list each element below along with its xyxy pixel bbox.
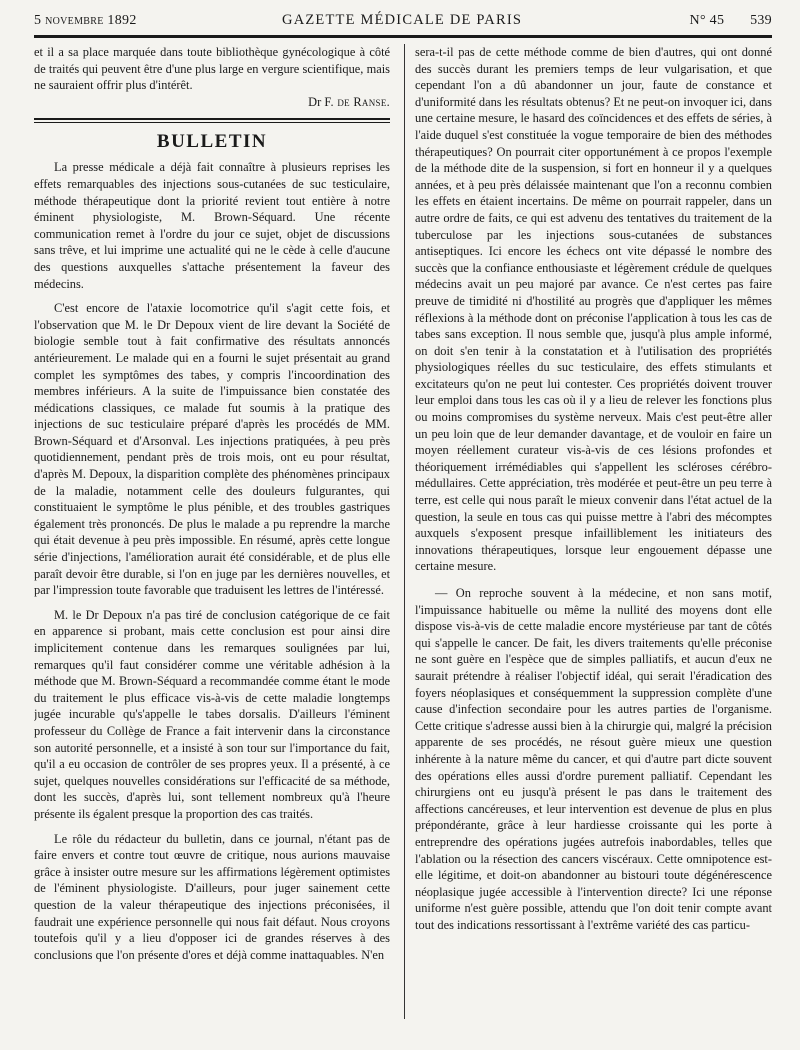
right-column (415, 38, 772, 1018)
columns (34, 38, 772, 1018)
header-date: 5 novembre 1892 (34, 13, 137, 28)
bulletin-paragraph-5: sera-t-il pas de cette méthode comme de bien d'autres, qui ont donné des succès durant les premiers temps de leur vulgarisation, et que cependant l'on a dû abandonner un jour, faute de constance et d'uniformité dans les résultats obtenus? Et ne peut-on invoquer ici, dans une certaine mesure, le hasard des coïncidences et des effets de séries, à l'aide duquel s'est constituée la vogue temporaire de bien des méthodes thérapeutiques? On pourrait citer opportunément à ce propos l'exemple de la méthode dite de la suspension, si fort en honneur il y a quelques années, et à peu près délaissée maintenant que l'on a reconnu combien les effets en étaient incertains. De même on pourrait rappeler, dans un autre ordre de faits, ce qui est advenu des tentatives du traitement de la tuberculose par les injections sous-cutanées de substances antiseptiques. Ici encore les échecs ont vite dépassé le nombre des succès que la confiance enthousiaste et légèrement crédule de quelques médecins avait un peu majoré par avance. Ce n'est certes pas faire preuve de timidité ni d'hostilité au progrès que d'appliquer les mêmes réflexions à la méthode dont on préconise l'application à tous les cas de tabes sans exception. Il nous semble que, jusqu'à plus ample informé, on doit s'en tenir à la constatation et à l'utilisation des propriétés physiologiques réelles du suc testiculaire, des effets stimulants et excitateurs qu'on ne peut lui contester. Ces propriétés doivent trouver leur emploi dans tous les cas où il y a lieu de relever les fonctions plus ou moins compromises du système nerveux. Mais c'est peut-être aller un peu loin que de leur demander davantage, et de vouloir en faire un moyen réellement curateur vis-à-vis de ces lésions profondes et théoriquement irrémédiables qui s'appellent les scléroses cérébro-médullaires. Cette appréciation, très modérée et peut-être un peu terre à terre, est celle qui nous paraît le mieux convenir dans l'état actuel de la question, la seule en tous cas qui puisse mettre à l'abri des mécomptes auxquels s'exposent presque infailliblement les initiateurs des innovations thérapeutiques, lorsque leur engouement dépasse une certaine mesure. (415, 45, 772, 574)
review-signature (34, 94, 390, 111)
section-title: BULLETIN (156, 131, 268, 153)
page-header (34, 12, 772, 33)
signature-name: F. de Ranse. (324, 94, 391, 109)
left-column (34, 38, 398, 1018)
page-number: 539 (750, 13, 772, 28)
bulletin-paragraph-6: — On reproche souvent à la médecine, et non sans motif, l'impuissance habituelle ou même la nullité des moyens dont elle dispose vis-à-vis de cette maladie encore mystérieuse par tant de côtés qui s'appelle le cancer. De fait, les divers traitements qu'elle préconise ne sont guère en l'espèce que de simples palliatifs, et aucun d'eux ne saurait prétendre à réaliser l'objectif idéal, qui serait l'éradication des foyers néoplasiques et conséquemment la suppression complète d'une cause d'infection secondaire pour les autres parties de l'organisme. Cette critique s'adresse aussi bien à la chirurgie qui, malgré la précision apparente de ses procédés, ne résout guère mieux une question inhérente à la nature même du cancer, et qui d'autre part dicte souvent des opérations elles aussi d'ordre purement palliatif. Cependant les chirurgiens ont eu jusqu'à présent le pas dans le traitement des affections cancéreuses, et leur intervention est devenue de plus en plus prépondérante, grâce à leur hardiesse croissante qui les porte à entreprendre des opérations jugées autrefois inabordables, telles que l'ablation ou la résection des cancers viscéraux. Cette omnipotence est-elle légitime, et doit-on abandonner au bistouri toute dégénérescence néoplasique jugée accessible à l'intervention directe? Ici une réponse uniforme n'est guère possible, attendu que l'on doit tenir compte avant tout des indications ressortissant à l'extrême variété des cas particu- (415, 586, 772, 932)
bulletin-paragraph-2: C'est encore de l'ataxie locomotrice qu'il s'agit cette fois, et l'observation que M. le Dr Depoux vient de lire devant la Société de biologie semble tout à fait confirmative des résultats annoncés antérieurement. Le malade qui en a fourni le sujet présentait au grand complet les symptômes des tabes, y compris l'incoordination des membres inférieurs. A la suite de l'impuissance bien constatée des médications classiques, ce malade fut soumis à la pratique des injections de suc testiculaire préparé d'après les procédés de MM. Brown-Séquard et d'Arsonval. Les injections pratiquées, à peu près quotidiennement, pendant près de trois mois, ont eu pour résultat, d'après M. Depoux, la disparition complète des phénomènes principaux de la maladie, notamment celle des douleurs fulgurantes, qui constituaient le symptôme le plus pénible, et des troubles gastriques également très prononcés. De plus le malade a pu reprendre la marche qui était devenue à peu près impossible. En résumé, après cette longue série d'injections, l'amélioration aurait été considérable, et de plus elle paraît devoir être durable, si l'on en juge par les dernières nouvelles, et par l'impression toute favorable que traduisent les lettres de l'intéressé. (34, 301, 391, 598)
bulletin-paragraph-3: M. le Dr Depoux n'a pas tiré de conclusion catégorique de ce fait en apparence si probant, mais cette conclusion est pour ainsi dire implicitement contenue dans les remarques soulignées par lui, remarques qu'il faut considérer comme une véritable adhésion à la méthode que M. Brown-Séquard a recommandée comme étant le mode du traitement le plus efficace vis-à-vis de cette maladie longtemps jugée incurable qu's'appelle le tabes dorsalis. D'ailleurs l'éminent professeur du Collège de France a fait intervenir dans la circonstance son autorité personnelle, et a insisté à son tour sur l'importance du fait, qu'il a eu occasion de contrôler de ses propres yeux. Il a présenté, à ce sujet, quelques nouvelles considérations sur l'efficacité de sa méthode, dont les succès, d'après lui, sont tellement nombreux qu'à l'heure présente ils égalent presque la proportion des cas traités. (34, 607, 391, 821)
bulletin-paragraph-1: La presse médicale a déjà fait connaître à plusieurs reprises les effets remarquables des injections sous-cutanées de suc testiculaire, méthode thérapeutique dont la priorité revient tout entière à notre éminent physiologiste, M. Brown-Séquard. Une récente communication remet à l'ordre du jour ce sujet, objet de discussions sans trêve, et lui imprime une actualité qui ne le cède à celle d'aucune des questions auxquelles s'attache présentement la faveur des médecins. (34, 160, 391, 291)
section-divider (34, 118, 390, 123)
review-conclusion: et il a sa place marquée dans toute bibliothèque gynécologique à côté de traités qui peuvent être d'une plus large en vergure scientifique, mais ne sauraient offrir plus d'intérêt. (34, 45, 391, 93)
header-right (668, 13, 772, 29)
column-separator (404, 44, 405, 1019)
signature-prefix: Dr (308, 94, 322, 109)
bulletin-paragraph-4: Le rôle du rédacteur du bulletin, dans ce journal, n'étant pas de faire envers et contre tout œuvre de critique, nous aurions mauvaise grâce à insister outre mesure sur les affirmations légèrement optimistes de l'éminent physiologiste. D'ailleurs, pour juger sainement cette question de la valeur thérapeutique des injections préconisées, il faudrait une expérience personnelle qui nous fait défaut. Nous croyons toutefois qu'il y a lieu d'opposer ici de grandes réserves à des conclusions que l'on présente d'ores et déjà comme inattaquables. N'en (34, 831, 391, 962)
issue-number: N° 45 (689, 13, 725, 28)
journal-title: GAZETTE MÉDICALE DE PARIS (282, 12, 523, 28)
